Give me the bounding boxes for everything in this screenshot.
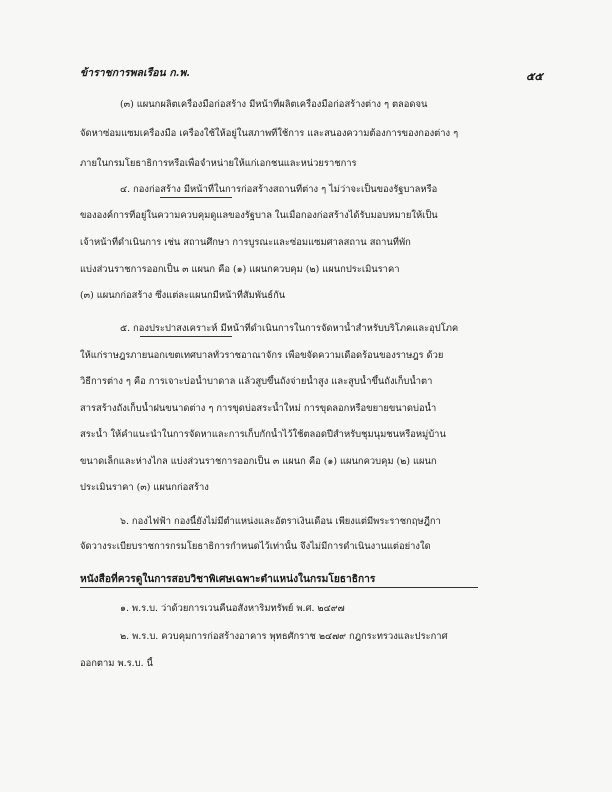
paragraph-line: ให้แก่ราษฎรภายนอกเขตเทศบาลทั่วราชอาณาจักร เพื่อขจัดความเดือดร้อนของราษฎร ด้วย xyxy=(80,350,444,361)
heading-underline xyxy=(160,197,232,198)
heading-underline xyxy=(140,336,232,337)
reference-item: ๒. พ.ร.บ. ควบคุมการก่อสร้างอาคาร พุทธศักราช ๒๔๗๙ กฎกระทรวงและประกาศ xyxy=(120,631,448,642)
paragraph-line: สระน้ำ ให้คำแนะนำในการจัดหาและการเก็บกักน้ำไว้ใช้ตลอดปีสำหรับชุมนุมชนหรือหมู่บ้าน xyxy=(80,429,446,440)
paragraph-line: เจ้าหน้าที่ดำเนินการ เช่น สถานศึกษา การบูรณะและซ่อมแซมศาลสถาน สถานที่พัก xyxy=(80,237,411,248)
paragraph-line: (๓) แผนกก่อสร้าง ซึ่งแต่ละแผนกมีหน้าที่สัมพันธ์กัน xyxy=(80,290,286,301)
running-title: ข้าราชการพลเรือน ก.พ. xyxy=(80,67,190,79)
page-number: ๕๕ xyxy=(526,70,543,83)
paragraph-line: ๖. กองไฟฟ้า กองนี้ยังไม่มีตำแหน่งและอัตราเงินเดือน เพียงแต่มีพระราชกฤษฎีกา xyxy=(120,516,441,527)
reference-item: ๑. พ.ร.บ. ว่าด้วยการเวนคืนอสังหาริมทรัพย์ พ.ศ. ๒๔๙๗ xyxy=(120,603,345,614)
heading-underline xyxy=(80,587,478,588)
paragraph-line: ๕. กองประปาสงเคราะห์ มีหน้าที่ดำเนินการในการจัดหาน้ำสำหรับบริโภคและอุปโภค xyxy=(120,323,459,334)
paragraph-line: สารสร้างถังเก็บน้ำฝนขนาดต่าง ๆ การขุดบ่อสระน้ำใหม่ การขุดลอกหรือขยายขนาดบ่อน้ำ xyxy=(80,403,437,414)
paragraph-line: จัดหาซ่อมแซมเครื่องมือ เครื่องใช้ให้อยู่ในสภาพที่ใช้การ และสนองความต้องการของกองต่าง ๆ xyxy=(80,128,459,139)
reference-item: ออกตาม พ.ร.บ. นี้ xyxy=(80,658,153,669)
paragraph-line: แบ่งส่วนราชการออกเป็น ๓ แผนก คือ (๑) แผนกควบคุม (๒) แผนกประเมินราคา xyxy=(80,264,400,275)
paragraph-line: วิธีการต่าง ๆ คือ การเจาะบ่อน้ำบาดาล แล้วสูบขึ้นถังจ่ายน้ำสูง และสูบน้ำขึ้นถังเก็บน้ำตา xyxy=(80,376,433,387)
section-heading: หนังสือที่ควรดูในการสอบวิชาพิเศษเฉพาะตำแหน่งในกรมโยธาธิการ xyxy=(80,573,376,585)
paragraph-line: ขนาดเล็กและห่างไกล แบ่งส่วนราชการออกเป็น ๓ แผนก คือ (๑) แผนกควบคุม (๒) แผนก xyxy=(80,456,437,467)
paragraph-line: ๔. กองก่อสร้าง มีหน้าที่ในการก่อสร้างสถานที่ต่าง ๆ ไม่ว่าจะเป็นของรัฐบาลหรือ xyxy=(120,184,438,195)
paragraph-line: ขององค์การที่อยู่ในความควบคุมดูแลของรัฐบาล ในเมื่อกองก่อสร้างได้รับมอบหมายให้เป็น xyxy=(80,210,438,221)
paragraph-line: ภายในกรมโยธาธิการหรือเพื่อจำหน่ายให้แก่เอกชนและหน่วยราชการ xyxy=(80,158,357,169)
paragraph-line: (๓) แผนกผลิตเครื่องมือก่อสร้าง มีหน้าที่ผลิตเครื่องมือก่อสร้างต่าง ๆ ตลอดจน xyxy=(120,99,428,110)
paragraph-line: จัดวางระเบียบราชการกรมโยธาธิการกำหนดไว้เท่านั้น จึงไม่มีการดำเนินงานแต่อย่างใด xyxy=(80,541,431,552)
heading-underline xyxy=(140,529,200,530)
paragraph-line: ประเมินราคา (๓) แผนกก่อสร้าง xyxy=(80,482,209,493)
